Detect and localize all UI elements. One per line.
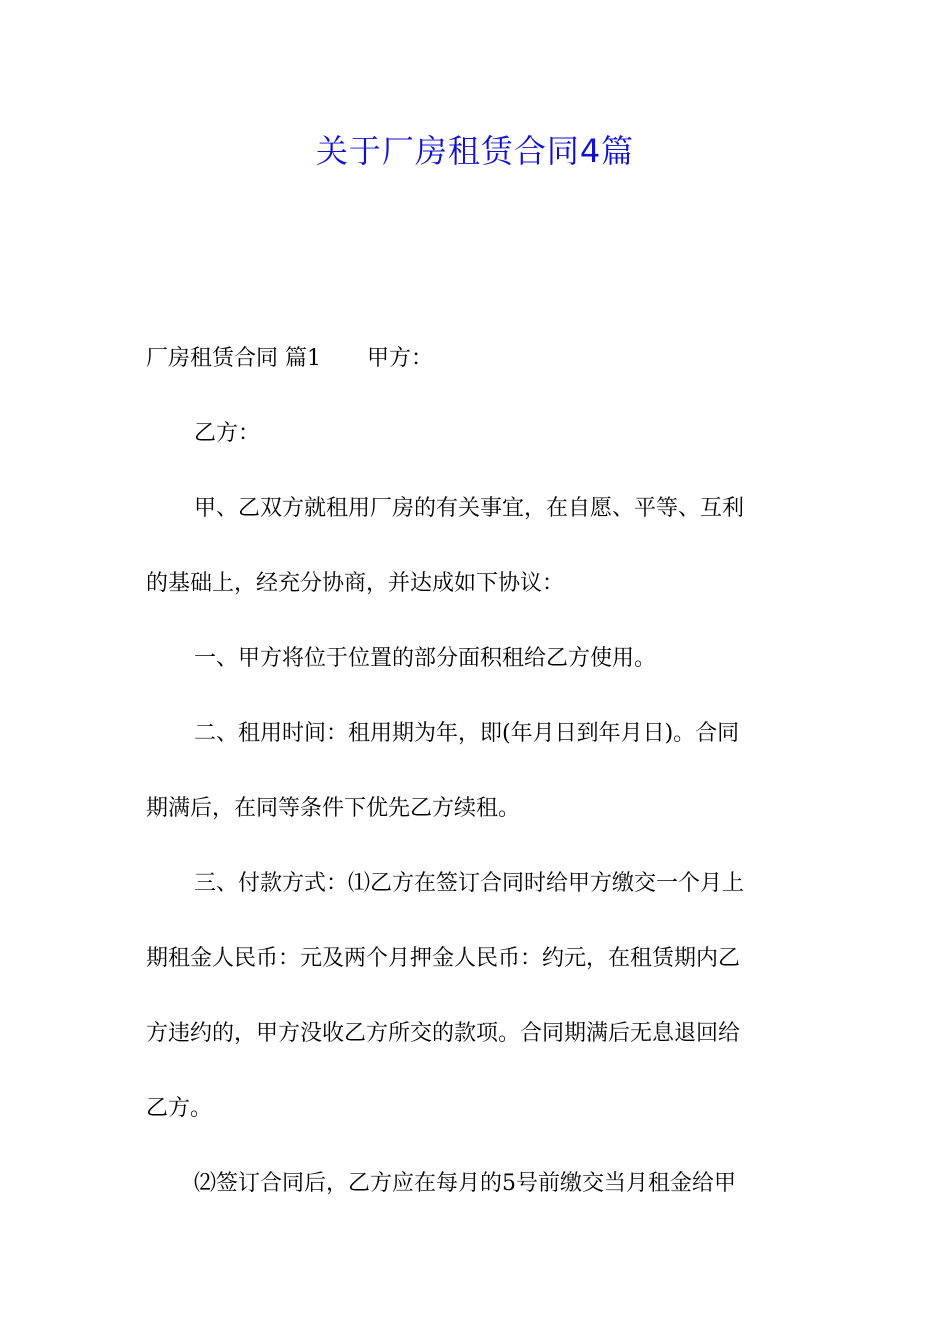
- body-line-clause-3c: 方违约的，甲方没收乙方所交的款项。合同期满后无息退回给: [146, 1021, 741, 1046]
- body-line-clause-3b: 期租金人民币：元及两个月押金人民币：约元，在租赁期内乙: [146, 946, 741, 971]
- body-line-clause-2b: 期满后，在同等条件下优先乙方续租。: [146, 796, 521, 821]
- body-line-heading: [146, 340, 806, 378]
- body-line-intro-2: 的基础上，经充分协商，并达成如下协议：: [146, 571, 565, 596]
- party-a-label: 甲方：: [367, 346, 434, 371]
- body-line-clause-1: 一、甲方将位于位置的部分面积租给乙方使用。: [194, 646, 657, 671]
- document-title: 关于厂房租赁合同4篇: [315, 132, 635, 170]
- section-heading: 厂房租赁合同 篇1: [146, 346, 321, 371]
- body-line-clause-3d: 乙方。: [146, 1096, 213, 1121]
- body-line-party-b: 乙方：: [194, 421, 261, 446]
- body-line-intro-1: 甲、乙双方就租用厂房的有关事宜，在自愿、平等、互利: [194, 496, 745, 521]
- document-body: [146, 340, 806, 1240]
- body-line-clause-3e: ⑵签订合同后，乙方应在每月的5号前缴交当月租金给甲: [194, 1171, 736, 1196]
- body-line-clause-2a: 二、租用时间：租用期为年，即(年月日到年月日)。合同: [194, 721, 740, 746]
- body-line-clause-3a: 三、付款方式：⑴乙方在签订合同时给甲方缴交一个月上: [194, 871, 745, 896]
